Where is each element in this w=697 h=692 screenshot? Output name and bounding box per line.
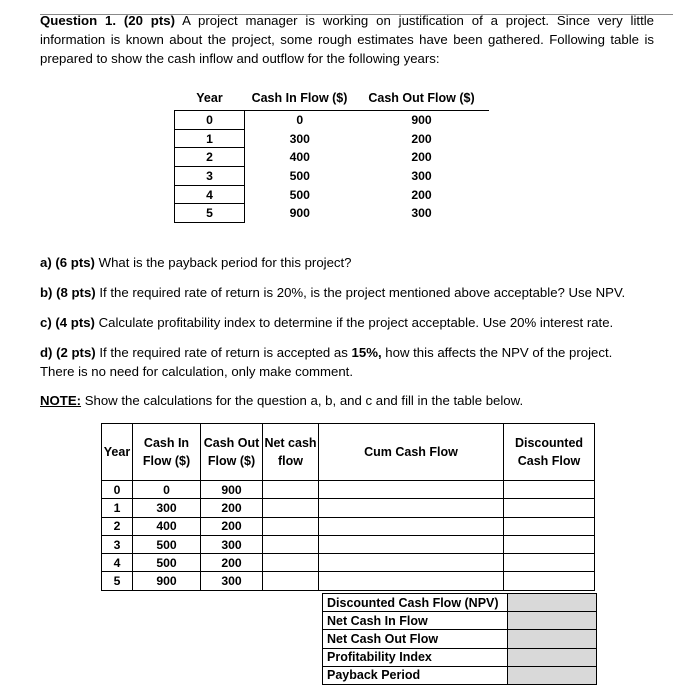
discounted-cash-flow-cell[interactable] (504, 481, 595, 499)
header-net-cash-flow: Net cash flow (263, 424, 319, 481)
table-row (175, 111, 489, 130)
table-row (175, 204, 489, 223)
year-cell: 5 (175, 204, 245, 223)
summary-label-net-cash-in: Net Cash In Flow (323, 612, 508, 630)
cash-in-cell: 400 (289, 150, 310, 165)
year-cell: 3 (175, 167, 245, 186)
summary-label-payback-period: Payback Period (323, 666, 508, 684)
cash-flow-table (174, 86, 489, 223)
question-number: Question 1. (20 pts) (40, 13, 175, 28)
header-year: Year (102, 424, 133, 481)
cash-in-cell: 500 (133, 535, 201, 553)
part-d-text-line2: There is no need for calculation, only make comment. (40, 364, 353, 379)
net-cash-flow-cell[interactable] (263, 535, 319, 553)
cum-cash-flow-cell[interactable] (319, 517, 504, 535)
table-row (323, 666, 597, 684)
table-row (102, 535, 595, 553)
table-row (102, 499, 595, 517)
discounted-cash-flow-cell[interactable] (504, 572, 595, 590)
part-d-rate: 15%, (351, 345, 382, 360)
cash-out-cell: 200 (411, 150, 432, 165)
part-d-line2 (40, 362, 353, 381)
cash-out-cell: 200 (201, 499, 263, 517)
part-d (40, 343, 654, 362)
cash-in-cell: 300 (289, 131, 310, 146)
part-b (40, 283, 625, 302)
cum-cash-flow-cell[interactable] (319, 572, 504, 590)
part-a-text: What is the payback period for this project? (98, 255, 352, 270)
cash-out-cell: 200 (411, 187, 432, 202)
discounted-cash-flow-cell[interactable] (504, 499, 595, 517)
question-text: A project manager is working on justification of a project. Since very little information is known about the project, some rough estimates have been gathered. Following table is prepared to show the cash inflow and outflow for the following years: (40, 13, 655, 67)
part-b-text: If the required rate of return is 20%, is the project mentioned above acceptable? Use NPV. (99, 285, 626, 300)
header-year: Year (175, 86, 245, 111)
cash-out-cell: 200 (201, 517, 263, 535)
cash-out-cell: 300 (411, 168, 432, 183)
cum-cash-flow-cell[interactable] (319, 481, 504, 499)
part-a (40, 253, 352, 272)
table-row (102, 554, 595, 572)
table-row (323, 630, 597, 648)
table-row (175, 167, 489, 186)
header-cash-in: Cash In Flow ($) (133, 424, 201, 481)
year-cell: 3 (102, 535, 133, 553)
part-d-text-1: If the required rate of return is accepted as (99, 345, 348, 360)
discounted-cash-flow-cell[interactable] (504, 517, 595, 535)
cash-in-cell: 500 (289, 187, 310, 202)
table-row (102, 517, 595, 535)
cash-in-cell: 500 (133, 554, 201, 572)
cash-flow-table-header (175, 86, 489, 111)
discounted-cash-flow-cell[interactable] (504, 554, 595, 572)
net-cash-flow-cell[interactable] (263, 554, 319, 572)
part-c-text: Calculate profitability index to determine if the project acceptable. Use 20% interest rate. (98, 315, 614, 330)
header-discounted-cash-flow: Discounted Cash Flow (504, 424, 595, 481)
summary-value-net-cash-in[interactable] (508, 612, 597, 630)
cash-out-cell: 900 (411, 113, 432, 128)
cum-cash-flow-cell[interactable] (319, 499, 504, 517)
net-cash-flow-cell[interactable] (263, 572, 319, 590)
table-row (102, 572, 595, 590)
part-d-label: d) (2 pts) (40, 345, 96, 360)
question-intro (40, 11, 654, 69)
summary-label-net-cash-out: Net Cash Out Flow (323, 630, 508, 648)
cash-out-cell: 300 (201, 572, 263, 590)
year-cell: 0 (102, 481, 133, 499)
table-row (323, 648, 597, 666)
part-b-label: b) (8 pts) (40, 285, 96, 300)
cash-in-cell: 300 (133, 499, 201, 517)
cash-out-cell: 300 (411, 206, 432, 221)
cash-in-cell: 0 (296, 113, 304, 128)
year-cell: 4 (102, 554, 133, 572)
summary-value-net-cash-out[interactable] (508, 630, 597, 648)
table-row (175, 185, 489, 204)
net-cash-flow-cell[interactable] (263, 481, 319, 499)
net-cash-flow-cell[interactable] (263, 517, 319, 535)
part-c-label: c) (4 pts) (40, 315, 95, 330)
summary-value-npv[interactable] (508, 594, 597, 612)
part-a-label: a) (6 pts) (40, 255, 95, 270)
cash-out-cell: 900 (201, 481, 263, 499)
cum-cash-flow-cell[interactable] (319, 554, 504, 572)
summary-value-payback-period[interactable] (508, 666, 597, 684)
table-row (175, 148, 489, 167)
year-cell: 0 (175, 111, 245, 130)
summary-value-profitability-index[interactable] (508, 648, 597, 666)
year-cell: 1 (102, 499, 133, 517)
cash-out-cell: 300 (201, 535, 263, 553)
discounted-cash-flow-cell[interactable] (504, 535, 595, 553)
net-cash-flow-cell[interactable] (263, 499, 319, 517)
cash-in-cell: 400 (133, 517, 201, 535)
cash-out-cell: 200 (411, 131, 432, 146)
year-cell: 5 (102, 572, 133, 590)
part-c (40, 313, 613, 332)
cash-in-cell: 900 (289, 206, 310, 221)
table-row (323, 612, 597, 630)
header-cash-out: Cash Out Flow ($) (201, 424, 263, 481)
summary-table (322, 593, 597, 685)
header-cash-in: Cash In Flow ($) (245, 86, 355, 111)
table-row (175, 129, 489, 148)
cash-out-cell: 200 (201, 554, 263, 572)
cash-in-cell: 500 (289, 168, 310, 183)
summary-label-npv: Discounted Cash Flow (NPV) (323, 594, 508, 612)
table-row (102, 481, 595, 499)
note-label: NOTE: (40, 393, 82, 408)
note (40, 391, 523, 410)
part-d-text-2: how this affects the NPV of the project. (385, 345, 613, 360)
year-cell: 1 (175, 129, 245, 148)
header-cum-cash-flow: Cum Cash Flow (319, 424, 504, 481)
note-text: Show the calculations for the question a, b, and c and fill in the table below. (84, 393, 524, 408)
cash-in-cell: 0 (133, 481, 201, 499)
summary-label-profitability-index: Profitability Index (323, 648, 508, 666)
table-row (323, 594, 597, 612)
cash-in-cell: 900 (133, 572, 201, 590)
calculation-table (101, 423, 595, 591)
year-cell: 4 (175, 185, 245, 204)
year-cell: 2 (102, 517, 133, 535)
header-cash-out: Cash Out Flow ($) (355, 86, 489, 111)
cum-cash-flow-cell[interactable] (319, 535, 504, 553)
year-cell: 2 (175, 148, 245, 167)
calculation-table-header (102, 424, 595, 481)
